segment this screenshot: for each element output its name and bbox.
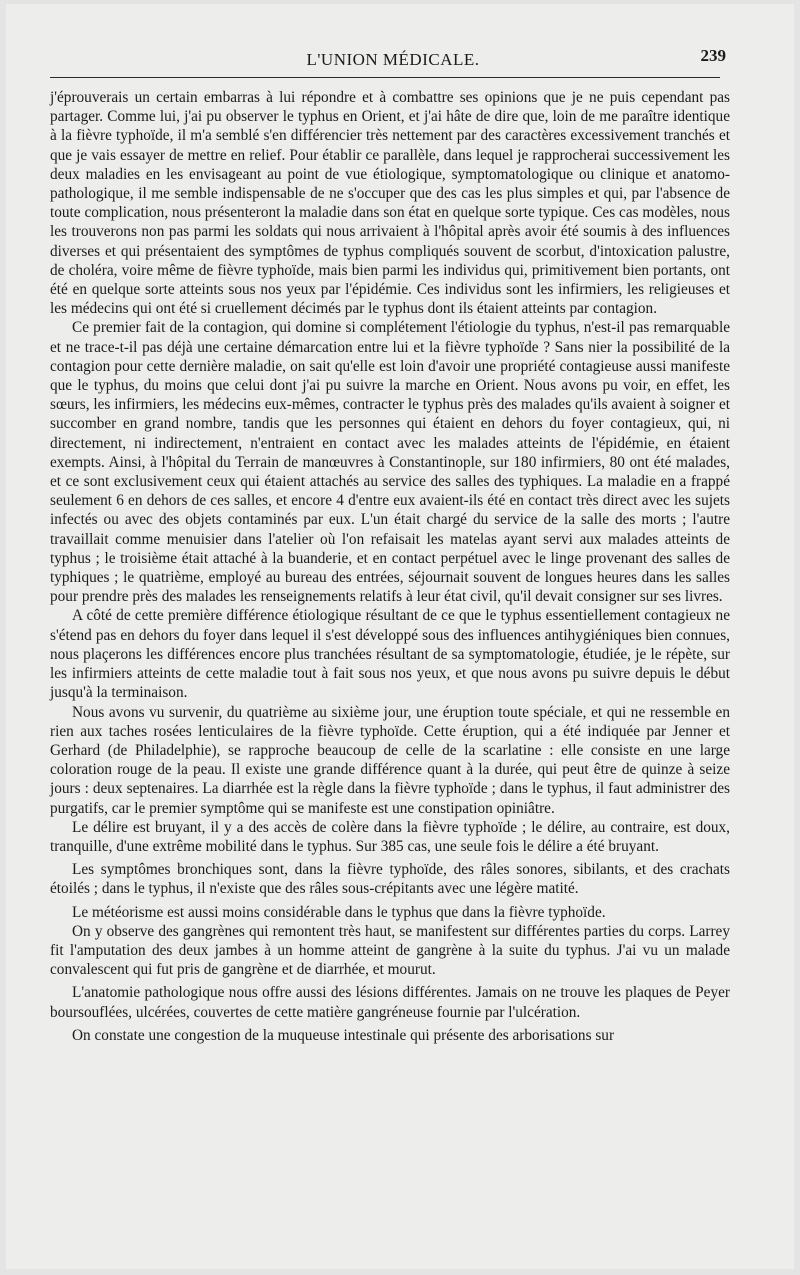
page-header	[54, 44, 732, 80]
running-title: L'UNION MÉDICALE.	[306, 50, 480, 69]
paragraph: L'anatomie pathologique nous offre aussi des lésions différentes. Jamais on ne trouve les plaques de Peyer boursouflées, ulcérées, couvertes de cette matière gangréneuse fournie par l'ulcération.	[50, 984, 730, 1021]
page-number: 239	[700, 46, 726, 65]
paragraph: On constate une congestion de la muqueuse intestinale qui présente des arborisations sur	[72, 1026, 615, 1044]
body-text	[50, 88, 730, 1045]
paragraph: Les symptômes bronchiques sont, dans la fièvre typhoïde, des râles sonores, sibilants, et des crachats étoilés ; dans le typhus, il n'existe que des râles sous-crépitants avec une légère matité.	[50, 861, 730, 898]
paragraph: Ce premier fait de la contagion, qui domine si complétement l'étiologie du typhus, n'est-il pas remarquable et ne trace-t-il pas déjà une certaine démarcation entre lui et la fièvre typhoïde ? Sans nier la possibilité de la contagion pour cette dernière maladie, on sait qu'elle est loin d'avoir une propriété contagieuse aussi manifeste que le typhus, du moins que celui dont j'ai pu suivre la marche en Orient. Nous avons pu voir, en effet, les sœurs, les infirmiers, les médecins eux-mêmes, contracter le typhus près des malades qu'ils avaient à soigner et succomber en grand nombre, tandis que les personnes qui étaient en dehors du foyer contagieux, qui, ni directement, ni indirectement, n'entraient en contact avec les malades atteints de l'épidémie, en étaient exempts. Ainsi, à l'hôpital du Terrain de manœuvres à Constantinople, sur 180 infirmiers, 80 ont été malades, et ce sont exclusivement ceux qui étaient attachés au service des salles des typhiques. La maladie en a frappé seulement 6 en dehors de ces salles, et encore 4 d'entre eux avaient-ils été en contact très direct avec les sujets infectés ou avec des objets contaminés par eux. L'un était chargé du service de la salle des morts ; l'autre travaillait comme menuisier dans l'atelier où l'on refaisait les matelas ayant servi aux malades atteints de typhus ; le troisième était attaché à la buanderie, et en contact perpétuel avec le linge provenant des salles de typhiques ; le quatrième, employé au bureau des entrées, séjournait souvent de longues heures dans les salles pour prendre près des malades les renseignements relatifs à leur état civil, qu'il devait consigner sur ses livres.	[50, 319, 730, 606]
paragraph: A côté de cette première différence étiologique résultant de ce que le typhus essentiellement contagieux ne s'étend pas en dehors du foyer dans lequel il s'est développé sous des influences antihygiéniques bien connues, nous plaçerons les différences encore plus tranchées résultant de sa symptomatologie, étudiée, je le répète, sur les infirmiers atteints de cette maladie tout à fait sous nos yeux, et que nous avons pu suivre depuis le début jusqu'à la terminaison.	[50, 607, 730, 702]
paragraph: j'éprouverais un certain embarras à lui répondre et à combattre ses opinions que je ne puis cependant pas partager. Comme lui, j'ai pu observer le typhus en Orient, et j'ai hâte de dire que, loin de me paraître identique à la fièvre typhoïde, il m'a semblé s'en différencier très nettement par des caractères excessivement tranchés et que je vais essayer de mettre en relief. Pour établir ce parallèle, dans lequel je rapprocherai successivement les deux maladies en les envisageant au point de vue étiologique, symptomatologique ou clinique et anatomo-pathologique, il me semble indispensable de ne s'occuper que des cas les plus simples et qui, par l'absence de toute complication, nous présenteront la maladie dans son état en quelque sorte typique. Ces cas modèles, nous les trouverons non pas parmi les soldats qui nous arrivaient à l'hôpital après avoir été soumis à des influences diverses et qui présentaient des symptômes de typhus compliqués souvent de scorbut, d'intoxication palustre, de choléra, voire même de fièvre typhoïde, mais bien parmi les individus qui, primitivement bien portants, ont été en quelque sorte atteints sous nos yeux par l'épidémie. Ces individus sont les infirmiers, les religieuses et les médecins qui ont été si cruellement décimés par le typhus dont ils étaient atteints par contagion.	[50, 89, 730, 318]
header-rule	[50, 77, 720, 78]
paragraph: Le météorisme est aussi moins considérable dans le typhus que dans la fièvre typhoïde.	[72, 903, 606, 921]
paragraph: On y observe des gangrènes qui remontent très haut, se manifestent sur différentes parties du corps. Larrey fit l'amputation des deux jambes à un homme atteint de gangrène à la suite du typhus. J'ai vu un malade convalescent qui fut pris de gangrène et de diarrhée, et mourut.	[50, 922, 730, 979]
paragraph: Le délire est bruyant, il y a des accès de colère dans la fièvre typhoïde ; le délire, au contraire, est doux, tranquille, d'une extrême mobilité dans le typhus. Sur 385 cas, une seule fois le délire a été bruyant.	[50, 818, 730, 855]
paragraph: Nous avons vu survenir, du quatrième au sixième jour, une éruption toute spéciale, et qui ne ressemble en rien aux taches rosées lenticulaires de la fièvre typhoïde. Cette éruption, qui a été indiquée par Jenner et Gerhard (de Philadelphie), se rapproche beaucoup de celle de la scarlatine : elle consiste en une large coloration rouge de la peau. Il existe une grande différence quant à la durée, qui peut être de quinze à seize jours : deux septenaires. La diarrhée est la règle dans la fièvre typhoïde ; dans le typhus, il faut administrer des purgatifs, car le premier symptôme qui se manifeste est une constipation opiniâtre.	[50, 703, 730, 817]
